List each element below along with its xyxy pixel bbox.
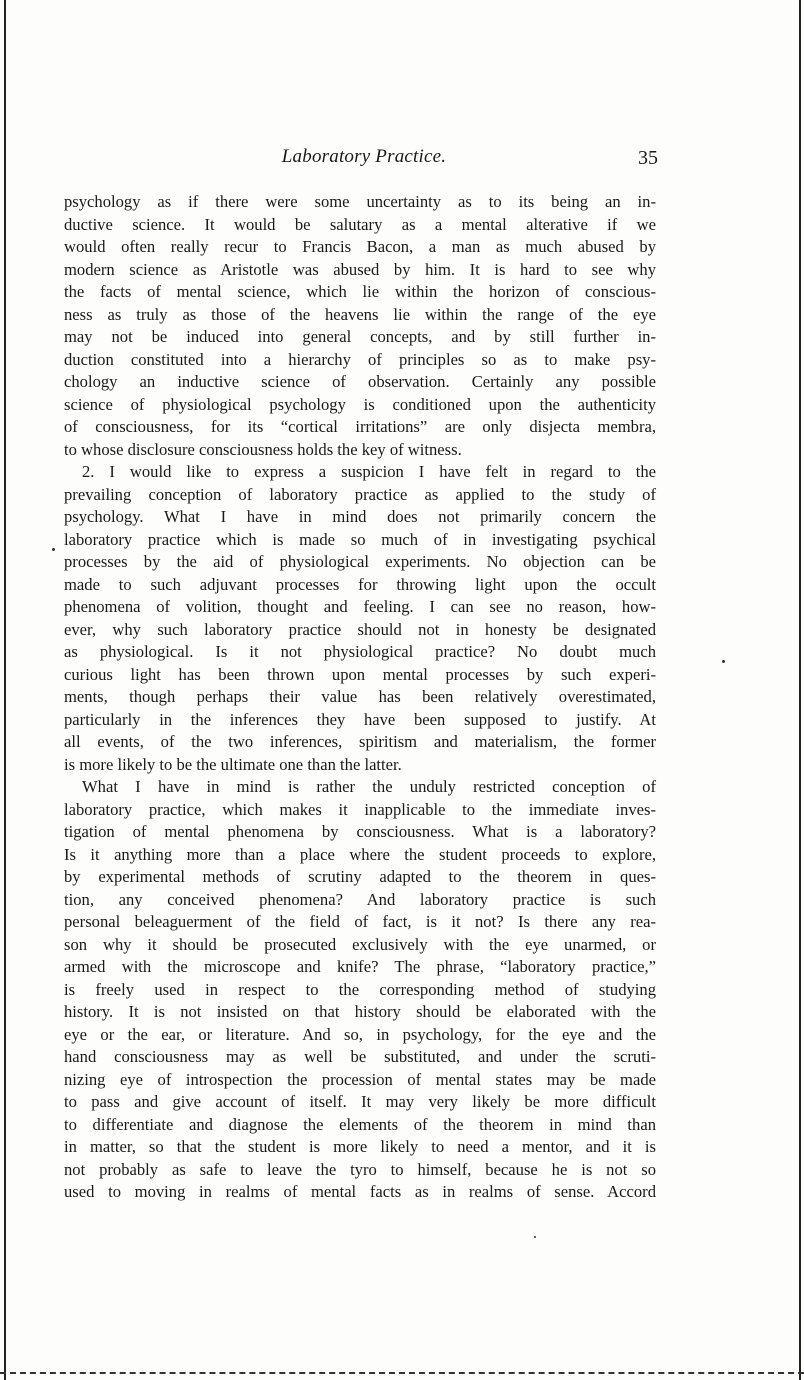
paragraph-1 [64,191,656,461]
text-line: son why it should be prosecuted exclusively with the eye unarmed, or [64,934,656,954]
text-line: not probably as safe to leave the tyro to himself, because he is not so [64,1159,656,1179]
page-header [70,146,658,172]
text-line: What I have in mind is rather the unduly restricted conception of [82,777,656,796]
page-number: 35 [638,147,658,169]
text-line: ductive science. It would be salutary as a mental alterative if we [64,214,656,234]
scan-speck [722,660,725,663]
text-line: science of physiological psychology is conditioned upon the authenticity [64,394,656,414]
body-text [64,191,656,1204]
paragraph-2 [64,461,656,776]
text-line: the facts of mental science, which lie within the horizon of conscious- [64,282,656,301]
text-line: to whose disclosure consciousness holds the key of witness. [64,439,462,459]
text-line: modern science as Aristotle was abused by him. It is hard to see why [64,259,656,279]
text-line: Is it anything more than a place where the student proceeds to explore, [64,844,656,864]
text-line: psychology as if there were some uncertainty as to its being an in- [64,192,656,211]
text-line: prevailing conception of laboratory practice as applied to the study of [64,484,656,504]
text-line: laboratory practice, which makes it inapplicable to the immediate inves- [64,799,656,819]
text-line: would often really recur to Francis Bacon, a man as much abused by [64,237,656,256]
text-line: to pass and give account of itself. It may very likely be more difficult [64,1092,656,1111]
text-line: made to such adjuvant processes for throwing light upon the occult [64,574,656,594]
paragraph-3 [64,776,656,1204]
text-line: in matter, so that the student is more likely to need a mentor, and it is [64,1137,656,1156]
text-line: phenomena of volition, thought and feeling. I can see no reason, how- [64,597,656,616]
text-line: laboratory practice which is made so much of in investigating psychical [64,529,656,549]
text-line: ever, why such laboratory practice should not in honesty be designated [64,619,656,639]
text-line: nizing eye of introspection the procession of mental states may be made [64,1069,656,1089]
scan-speck [52,548,55,551]
text-line: armed with the microscope and knife? The phrase, “laboratory practice,” [64,957,656,976]
text-line: tion, any conceived phenomena? And laboratory practice is such [64,889,656,909]
text-line: eye or the ear, or literature. And so, in psychology, for the eye and the [64,1024,656,1044]
text-line: as physiological. Is it not physiological practice? No doubt much [64,642,656,661]
text-line: duction constituted into a hierarchy of principles so as to make psy- [64,349,656,369]
text-line: of consciousness, for its “cortical irritations” are only disjecta membra, [64,417,656,436]
page-right-edge [799,0,801,1380]
text-line: particularly in the inferences they have been supposed to justify. At [64,709,656,729]
text-line: processes by the aid of physiological experiments. No objection can be [64,552,656,571]
text-line: all events, of the two inferences, spiritism and materialism, the former [64,732,656,751]
text-line: used to moving in realms of mental facts as in realms of sense. Accord [64,1182,656,1201]
text-line: ments, though perhaps their value has been relatively overestimated, [64,687,656,706]
text-line: personal beleaguerment of the field of fact, is it not? Is there any rea- [64,912,656,931]
text-line: may not be induced into general concepts, and by still further in- [64,327,656,346]
text-line: history. It is not insisted on that history should be elaborated with the [64,1002,656,1021]
running-head: Laboratory Practice. [281,146,447,167]
text-line: by experimental methods of scrutiny adapted to the theorem in ques- [64,867,656,886]
text-line: ness as truly as those of the heavens lie within the range of the eye [64,304,656,324]
scan-speck [534,1236,536,1238]
text-line: 2. I would like to express a suspicion I have felt in regard to the [82,462,656,481]
text-line: is more likely to be the ultimate one than the latter. [64,754,402,774]
text-line: chology an inductive science of observation. Certainly any possible [64,372,656,391]
text-line: hand consciousness may as well be substituted, and under the scruti- [64,1047,656,1066]
text-line: curious light has been thrown upon mental processes by such experi- [64,664,656,684]
page-left-edge [4,0,6,1380]
text-line: psychology. What I have in mind does not primarily concern the [64,507,656,526]
text-line: to differentiate and diagnose the elements of the theorem in mind than [64,1114,656,1134]
text-line: is freely used in respect to the corresponding method of studying [64,979,656,999]
page-bottom-edge [0,1372,804,1374]
text-line: tigation of mental phenomena by consciousness. What is a laboratory? [64,822,656,841]
